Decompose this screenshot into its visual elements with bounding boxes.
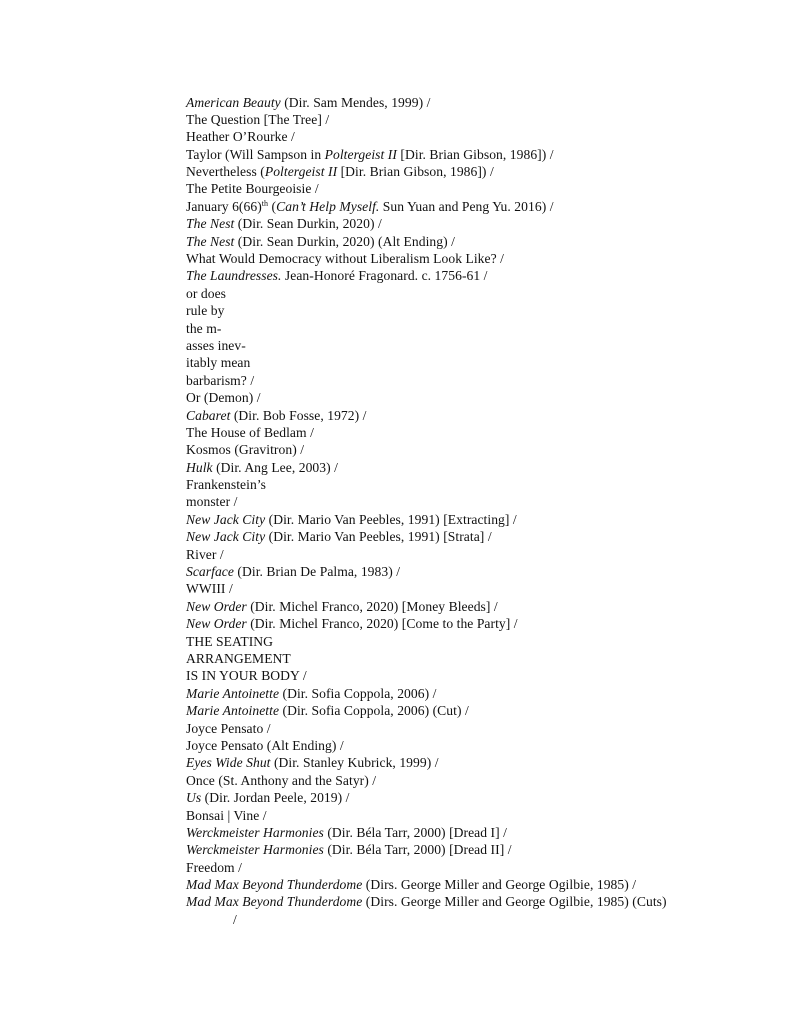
line-text: (Dir. Michel Franco, 2020) [Money Bleeds] / <box>246 598 498 614</box>
contents-line <box>186 250 667 267</box>
line-text: [Dir. Brian Gibson, 1986]) / <box>396 146 554 162</box>
contents-line <box>186 459 667 476</box>
line-text: (Dir. Sofia Coppola, 2006) / <box>279 685 437 701</box>
line-text: rule by <box>186 303 225 319</box>
line-text: asses inev- <box>186 337 246 353</box>
line-text: or does <box>186 285 226 301</box>
line-text: Frankenstein’s <box>186 477 266 493</box>
italic-title: Marie Antoinette <box>186 685 280 701</box>
contents-line <box>186 476 667 493</box>
line-text: (Dir. Béla Tarr, 2000) [Dread I] / <box>323 824 507 840</box>
line-text: (Dirs. George Miller and George Ogilbie, 1985) (Cuts) <box>362 894 667 910</box>
contents-line <box>186 615 667 632</box>
contents-line <box>186 354 667 371</box>
line-text: Heather O’Rourke / <box>186 129 295 145</box>
line-text: (Dir. Sean Durkin, 2020) / <box>234 216 382 232</box>
line-text: Freedom / <box>186 859 242 875</box>
line-text: IS IN YOUR BODY / <box>186 668 307 684</box>
italic-title: New Jack City <box>186 529 266 545</box>
line-text: (Dir. Sean Durkin, 2020) (Alt Ending) / <box>234 233 455 249</box>
contents-line <box>186 772 667 789</box>
contents-line <box>186 320 667 337</box>
contents-line <box>186 146 667 163</box>
contents-line <box>186 702 667 719</box>
line-text: / <box>233 911 237 927</box>
contents-line <box>186 372 667 389</box>
contents-line <box>186 807 667 824</box>
line-text: Or (Demon) / <box>186 390 261 406</box>
line-text: Joyce Pensato (Alt Ending) / <box>186 737 344 753</box>
contents-line <box>186 493 667 510</box>
contents-line <box>186 563 667 580</box>
contents-line <box>186 841 667 858</box>
italic-title: Werckmeister Harmonies <box>186 824 324 840</box>
contents-line <box>186 407 667 424</box>
italic-title: Hulk <box>186 459 213 475</box>
line-text: barbarism? / <box>186 372 255 388</box>
italic-title: Mad Max Beyond Thunderdome <box>186 877 363 893</box>
contents-line <box>186 337 667 354</box>
contents-line <box>186 441 667 458</box>
line-text: (Dir. Sofia Coppola, 2006) (Cut) / <box>279 703 469 719</box>
contents-line <box>186 633 667 650</box>
line-text: the m- <box>186 320 222 336</box>
line-text: monster / <box>186 494 238 510</box>
italic-title: Us <box>186 790 202 806</box>
italic-title: The Nest <box>186 233 235 249</box>
contents-list <box>186 94 667 929</box>
line-text: (Dir. Mario Van Peebles, 1991) [Strata] / <box>265 529 492 545</box>
italic-title: Cabaret <box>186 407 231 423</box>
line-text: Nevertheless ( <box>186 164 265 180</box>
italic-title: Can’t Help Myself. <box>276 198 380 214</box>
contents-line <box>186 720 667 737</box>
line-text: Taylor (Will Sampson in <box>186 146 325 162</box>
italic-title: Poltergeist II <box>324 146 397 162</box>
contents-line <box>186 128 667 145</box>
italic-title: The Nest <box>186 216 235 232</box>
line-text: Sun Yuan and Peng Yu. 2016) / <box>379 198 554 214</box>
contents-line <box>186 285 667 302</box>
italic-title: Werckmeister Harmonies <box>186 842 324 858</box>
contents-line <box>186 528 667 545</box>
contents-line <box>186 893 667 910</box>
contents-line <box>186 650 667 667</box>
contents-line <box>186 789 667 806</box>
line-text: Jean-Honoré Fragonard. c. 1756-61 / <box>281 268 488 284</box>
contents-line <box>186 198 667 215</box>
italic-title: Poltergeist II <box>264 164 338 180</box>
italic-title: Eyes Wide Shut <box>186 755 271 771</box>
contents-line <box>186 180 667 197</box>
line-text: (Dir. Sam Mendes, 1999) / <box>280 94 431 110</box>
line-text: (Dir. Ang Lee, 2003) / <box>212 459 338 475</box>
line-text: What Would Democracy without Liberalism Look Like? / <box>186 251 504 267</box>
italic-title: Scarface <box>186 564 234 580</box>
contents-line <box>186 424 667 441</box>
line-text: (Dir. Jordan Peele, 2019) / <box>201 790 350 806</box>
contents-line <box>186 859 667 876</box>
line-text: Kosmos (Gravitron) / <box>186 442 305 458</box>
contents-line <box>186 546 667 563</box>
italic-title: New Jack City <box>186 511 266 527</box>
line-text: WWIII / <box>186 581 233 597</box>
line-text: The House of Bedlam / <box>186 424 314 440</box>
line-text: (Dir. Brian De Palma, 1983) / <box>233 564 401 580</box>
contents-line <box>186 302 667 319</box>
line-text: Joyce Pensato / <box>186 720 271 736</box>
line-text: January 6(66) <box>186 198 262 214</box>
line-text: Bonsai | Vine / <box>186 807 267 823</box>
line-text: (Dir. Mario Van Peebles, 1991) [Extracting] / <box>265 511 517 527</box>
contents-line <box>186 876 667 893</box>
italic-title: The Laundresses. <box>186 268 282 284</box>
italic-title: Mad Max Beyond Thunderdome <box>186 894 363 910</box>
contents-line <box>186 580 667 597</box>
line-text: THE SEATING <box>186 633 274 649</box>
italic-title: New Order <box>186 616 247 632</box>
line-text: ( <box>268 198 277 214</box>
line-text: (Dir. Stanley Kubrick, 1999) / <box>270 755 439 771</box>
contents-line <box>186 94 667 111</box>
line-text: (Dirs. George Miller and George Ogilbie, 1985) / <box>362 877 637 893</box>
line-text: Once (St. Anthony and the Satyr) / <box>186 772 377 788</box>
italic-title: American Beauty <box>186 94 281 110</box>
line-text: River / <box>186 546 224 562</box>
line-text: The Question [The Tree] / <box>186 111 330 127</box>
contents-line <box>186 667 667 684</box>
contents-line <box>186 754 667 771</box>
line-text: [Dir. Brian Gibson, 1986]) / <box>337 164 494 180</box>
contents-line <box>186 389 667 406</box>
contents-line <box>186 111 667 128</box>
contents-line <box>186 737 667 754</box>
line-text: itably mean <box>186 355 251 371</box>
line-text: (Dir. Michel Franco, 2020) [Come to the Party] / <box>246 616 518 632</box>
contents-line <box>186 163 667 180</box>
line-text: The Petite Bourgeoisie / <box>186 181 319 197</box>
contents-line <box>186 685 667 702</box>
line-text: ARRANGEMENT <box>186 651 291 666</box>
contents-line <box>186 824 667 841</box>
line-text: (Dir. Béla Tarr, 2000) [Dread II] / <box>323 842 512 858</box>
contents-line <box>186 233 667 250</box>
italic-title: New Order <box>186 598 247 614</box>
line-text: (Dir. Bob Fosse, 1972) / <box>230 407 367 423</box>
contents-line <box>186 911 667 928</box>
contents-line <box>186 598 667 615</box>
contents-line <box>186 511 667 528</box>
italic-title: Marie Antoinette <box>186 703 280 719</box>
superscript-text: th <box>261 198 269 208</box>
contents-line <box>186 267 667 284</box>
contents-line <box>186 215 667 232</box>
